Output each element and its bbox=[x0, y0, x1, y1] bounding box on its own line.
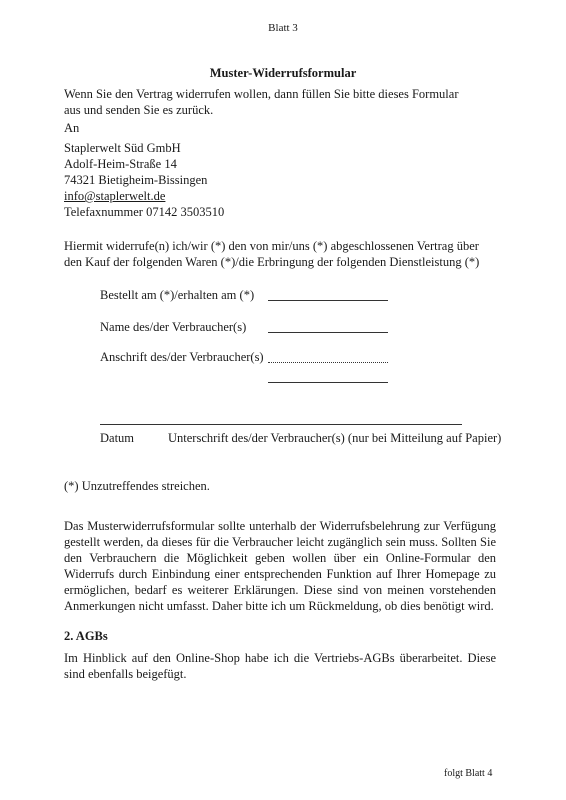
recipient-fax: Telefaxnummer 07142 3503510 bbox=[64, 205, 225, 219]
consumer-address-line-1 bbox=[268, 362, 388, 363]
section-heading: 2. AGBs bbox=[64, 629, 108, 643]
date-label: Datum bbox=[100, 431, 135, 445]
form-title: Muster-Widerrufsformular bbox=[209, 66, 357, 80]
revocation-statement: Hiermit widerrufe(n) ich/wir (*) den von mir/uns (*) abgeschlossenen Vertrag über den Kauf der folgenden Waren (*)/die Erbringung der folgenden Dienstleistung (*) bbox=[64, 239, 480, 269]
comment-paragraph: Das Musterwiderrufsformular sollte unterhalb der Widerrufsbelehrung zur Verfügung gestellt werden, da dieses für die Verbraucher leicht zugänglich sein muss. Sollten Sie den Verbrauchern die Möglichkeit geben wollen über ein Online-Formular den Widerrufs durch Einbindung einer entsprechenden Funktion auf Ihrer Homepage zu ermöglichen, bedarf es weiterer Erklärungen. Diese sind von meinen vorstehenden Anmerkungen nicht umfasst. Daher bitte ich um Rückmeldung, ob dies benötigt wird. bbox=[64, 519, 496, 613]
sheet-number: Blatt 3 bbox=[268, 22, 298, 34]
recipient-address bbox=[64, 140, 224, 220]
continued-note: folgt Blatt 4 bbox=[444, 768, 493, 779]
section-text: Im Hinblick auf den Online-Shop habe ich die Vertriebs-AGBs überarbeitet. Diese sind ebenfalls beigefügt. bbox=[64, 651, 496, 681]
consumer-name-line bbox=[268, 332, 388, 333]
recipient-company: Staplerwelt Süd GmbH bbox=[64, 141, 181, 155]
ordered-received-label: Bestellt am (*)/erhalten am (*) bbox=[100, 288, 255, 302]
signature-line bbox=[100, 424, 462, 425]
ordered-received-line bbox=[268, 300, 388, 301]
consumer-name-label: Name des/der Verbraucher(s) bbox=[100, 320, 247, 334]
footnote: (*) Unzutreffendes streichen. bbox=[64, 479, 210, 493]
recipient-street: Adolf-Heim-Straße 14 bbox=[64, 157, 177, 171]
signature-label: Unterschrift des/der Verbraucher(s) (nur bei Mitteilung auf Papier) bbox=[168, 431, 502, 445]
intro-text: Wenn Sie den Vertrag widerrufen wollen, dann füllen Sie bitte dieses Formular aus und senden Sie es zurück. bbox=[64, 87, 459, 117]
recipient-email-link[interactable]: info@staplerwelt.de bbox=[64, 189, 166, 203]
recipient-label: An bbox=[64, 121, 80, 135]
consumer-address-label: Anschrift des/der Verbraucher(s) bbox=[100, 350, 264, 364]
consumer-address-line-2 bbox=[268, 382, 388, 383]
recipient-city: 74321 Bietigheim-Bissingen bbox=[64, 173, 208, 187]
